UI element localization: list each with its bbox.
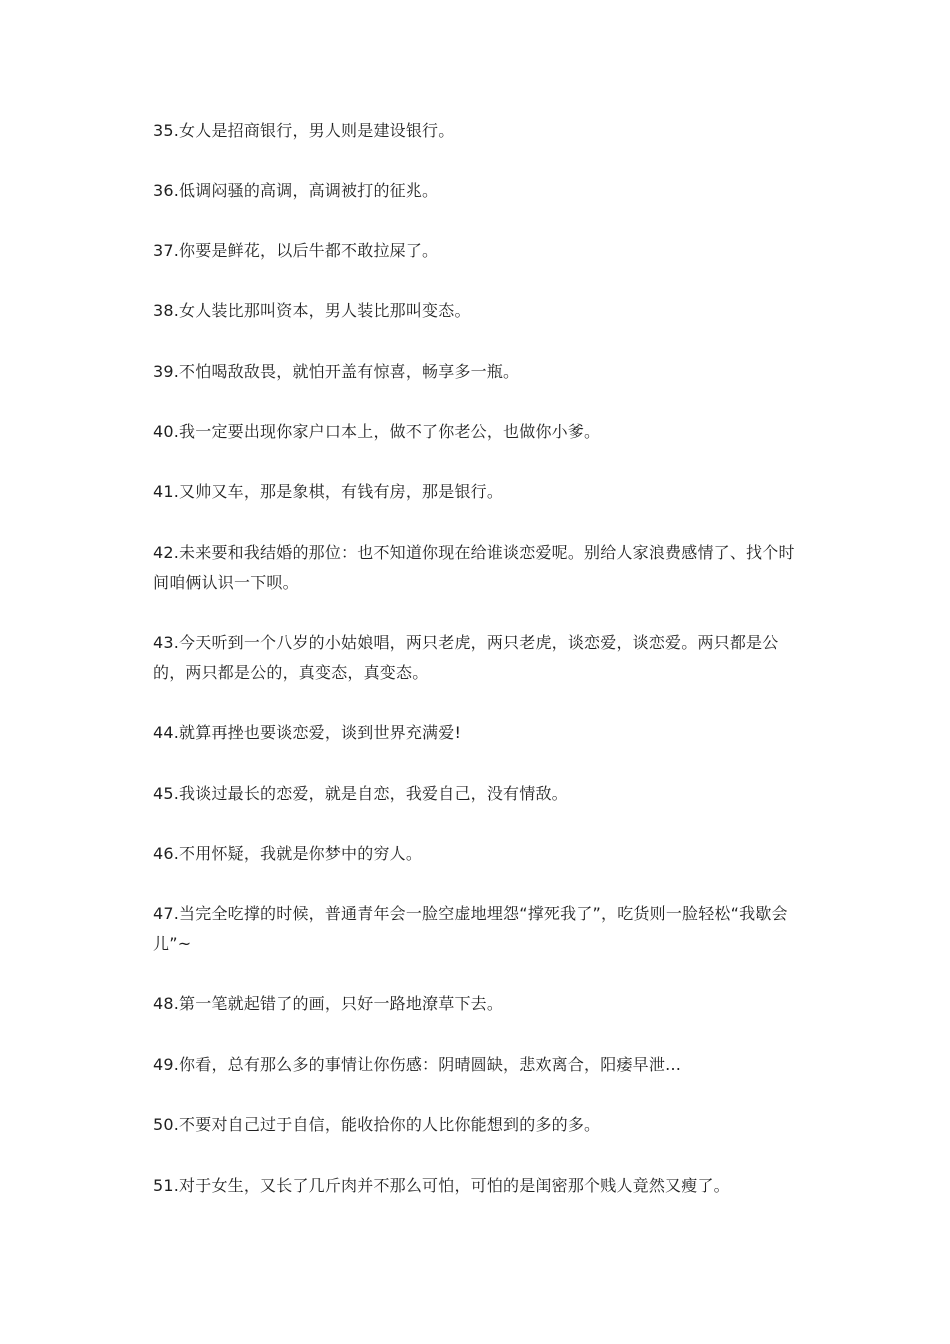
list-item: 40.我一定要出现你家户口本上，做不了你老公，也做你小爹。 [153,422,601,441]
list-item: 51.对于女生，又长了几斤肉并不那么可怕，可怕的是闺密那个贱人竟然又瘦了。 [153,1176,730,1195]
list-item: 43.今天听到一个八岁的小姑娘唱，两只老虎，两只老虎，谈恋爱，谈恋爱。两只都是公的，两只都是公的，真变态，真变态。 [153,633,779,682]
list-item: 37.你要是鲜花，以后牛都不敢拉屎了。 [153,241,439,260]
list-item: 38.女人装比那叫资本，男人装比那叫变态。 [153,301,471,320]
list-item: 49.你看，总有那么多的事情让你伤感：阴晴圆缺，悲欢离合，阳痿早泄… [153,1055,682,1074]
list-item: 39.不怕喝敌敌畏，就怕开盖有惊喜，畅享多一瓶。 [153,362,520,381]
list-item: 50.不要对自己过于自信，能收拾你的人比你能想到的多的多。 [153,1115,601,1134]
list-item: 35.女人是招商银行，男人则是建设银行。 [153,121,455,140]
list-item: 45.我谈过最长的恋爱，就是自恋，我爱自己，没有情敌。 [153,784,568,803]
list-item: 46.不用怀疑，我就是你梦中的穷人。 [153,844,423,863]
list-item: 36.低调闷骚的高调，高调被打的征兆。 [153,181,439,200]
list-item: 48.第一笔就起错了的画，只好一路地潦草下去。 [153,994,504,1013]
list-item: 41.又帅又车，那是象棋，有钱有房，那是银行。 [153,482,504,501]
list-item: 44.就算再挫也要谈恋爱，谈到世界充满爱! [153,723,462,742]
list-item: 47.当完全吃撑的时候，普通青年会一脸空虚地埋怨“撑死我了”，吃货则一脸轻松“我歇会儿”~ [153,904,788,953]
list-item: 42.未来要和我结婚的那位：也不知道你现在给谁谈恋爱呢。别给人家浪费感情了、找个时间咱俩认识一下呗。 [153,543,795,592]
